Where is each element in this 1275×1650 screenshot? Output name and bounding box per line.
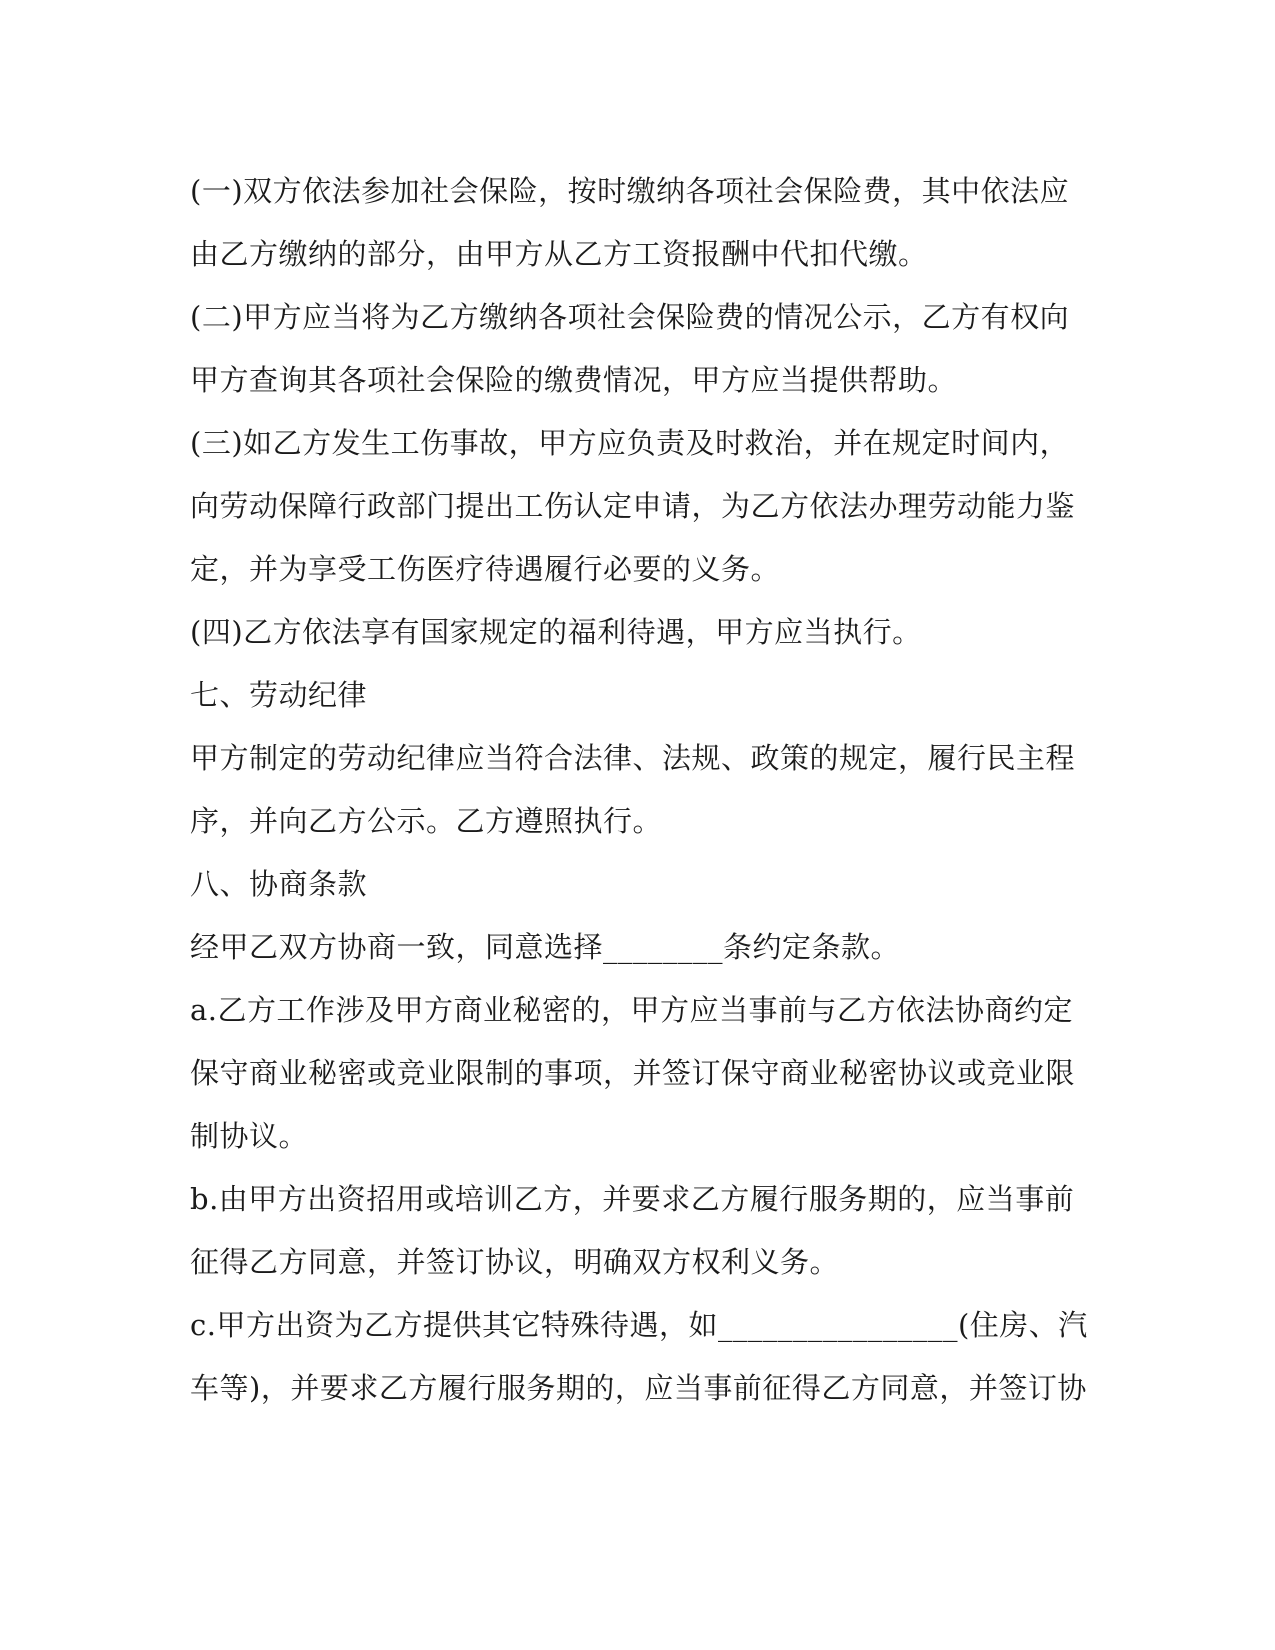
- paragraph-line: (一)双方依法参加社会保险，按时缴纳各项社会保险费，其中依法应: [190, 174, 1070, 208]
- section-heading: 七、劳动纪律: [190, 678, 368, 712]
- section-heading: 八、协商条款: [190, 867, 368, 901]
- paragraph-line: 甲方制定的劳动纪律应当符合法律、法规、政策的规定，履行民主程: [190, 741, 1076, 775]
- paragraph-line: (三)如乙方发生工伤事故，甲方应负责及时救治，并在规定时间内，: [190, 426, 1070, 460]
- paragraph-line: 征得乙方同意，并签订协议，明确双方权利义务。: [190, 1245, 840, 1279]
- paragraph-line: 车等)，并要求乙方履行服务期的，应当事前征得乙方同意，并签订协: [190, 1371, 1087, 1405]
- paragraph-line: 制协议。: [190, 1119, 309, 1153]
- paragraph-line: 定，并为享受工伤医疗待遇履行必要的义务。: [190, 552, 781, 586]
- paragraph-line: c.甲方出资为乙方提供其它特殊待遇，如________________(住房、汽: [190, 1308, 1088, 1342]
- paragraph-line: a.乙方工作涉及甲方商业秘密的，甲方应当事前与乙方依法协商约定: [190, 993, 1074, 1027]
- paragraph-line: 经甲乙双方协商一致，同意选择________条约定条款。: [190, 930, 901, 964]
- paragraph-line: 保守商业秘密或竞业限制的事项，并签订保守商业秘密协议或竞业限: [190, 1056, 1076, 1090]
- document-body: [190, 160, 1090, 1420]
- paragraph-line: 由乙方缴纳的部分，由甲方从乙方工资报酬中代扣代缴。: [190, 237, 928, 271]
- paragraph-line: 甲方查询其各项社会保险的缴费情况，甲方应当提供帮助。: [190, 363, 958, 397]
- paragraph-line: 向劳动保障行政部门提出工伤认定申请，为乙方依法办理劳动能力鉴: [190, 489, 1076, 523]
- paragraph-line: (四)乙方依法享有国家规定的福利待遇，甲方应当执行。: [190, 615, 922, 649]
- paragraph-line: 序，并向乙方公示。乙方遵照执行。: [190, 804, 663, 838]
- paragraph-line: (二)甲方应当将为乙方缴纳各项社会保险费的情况公示，乙方有权向: [190, 300, 1070, 334]
- paragraph-line: b.由甲方出资招用或培训乙方，并要求乙方履行服务期的，应当事前: [190, 1182, 1075, 1216]
